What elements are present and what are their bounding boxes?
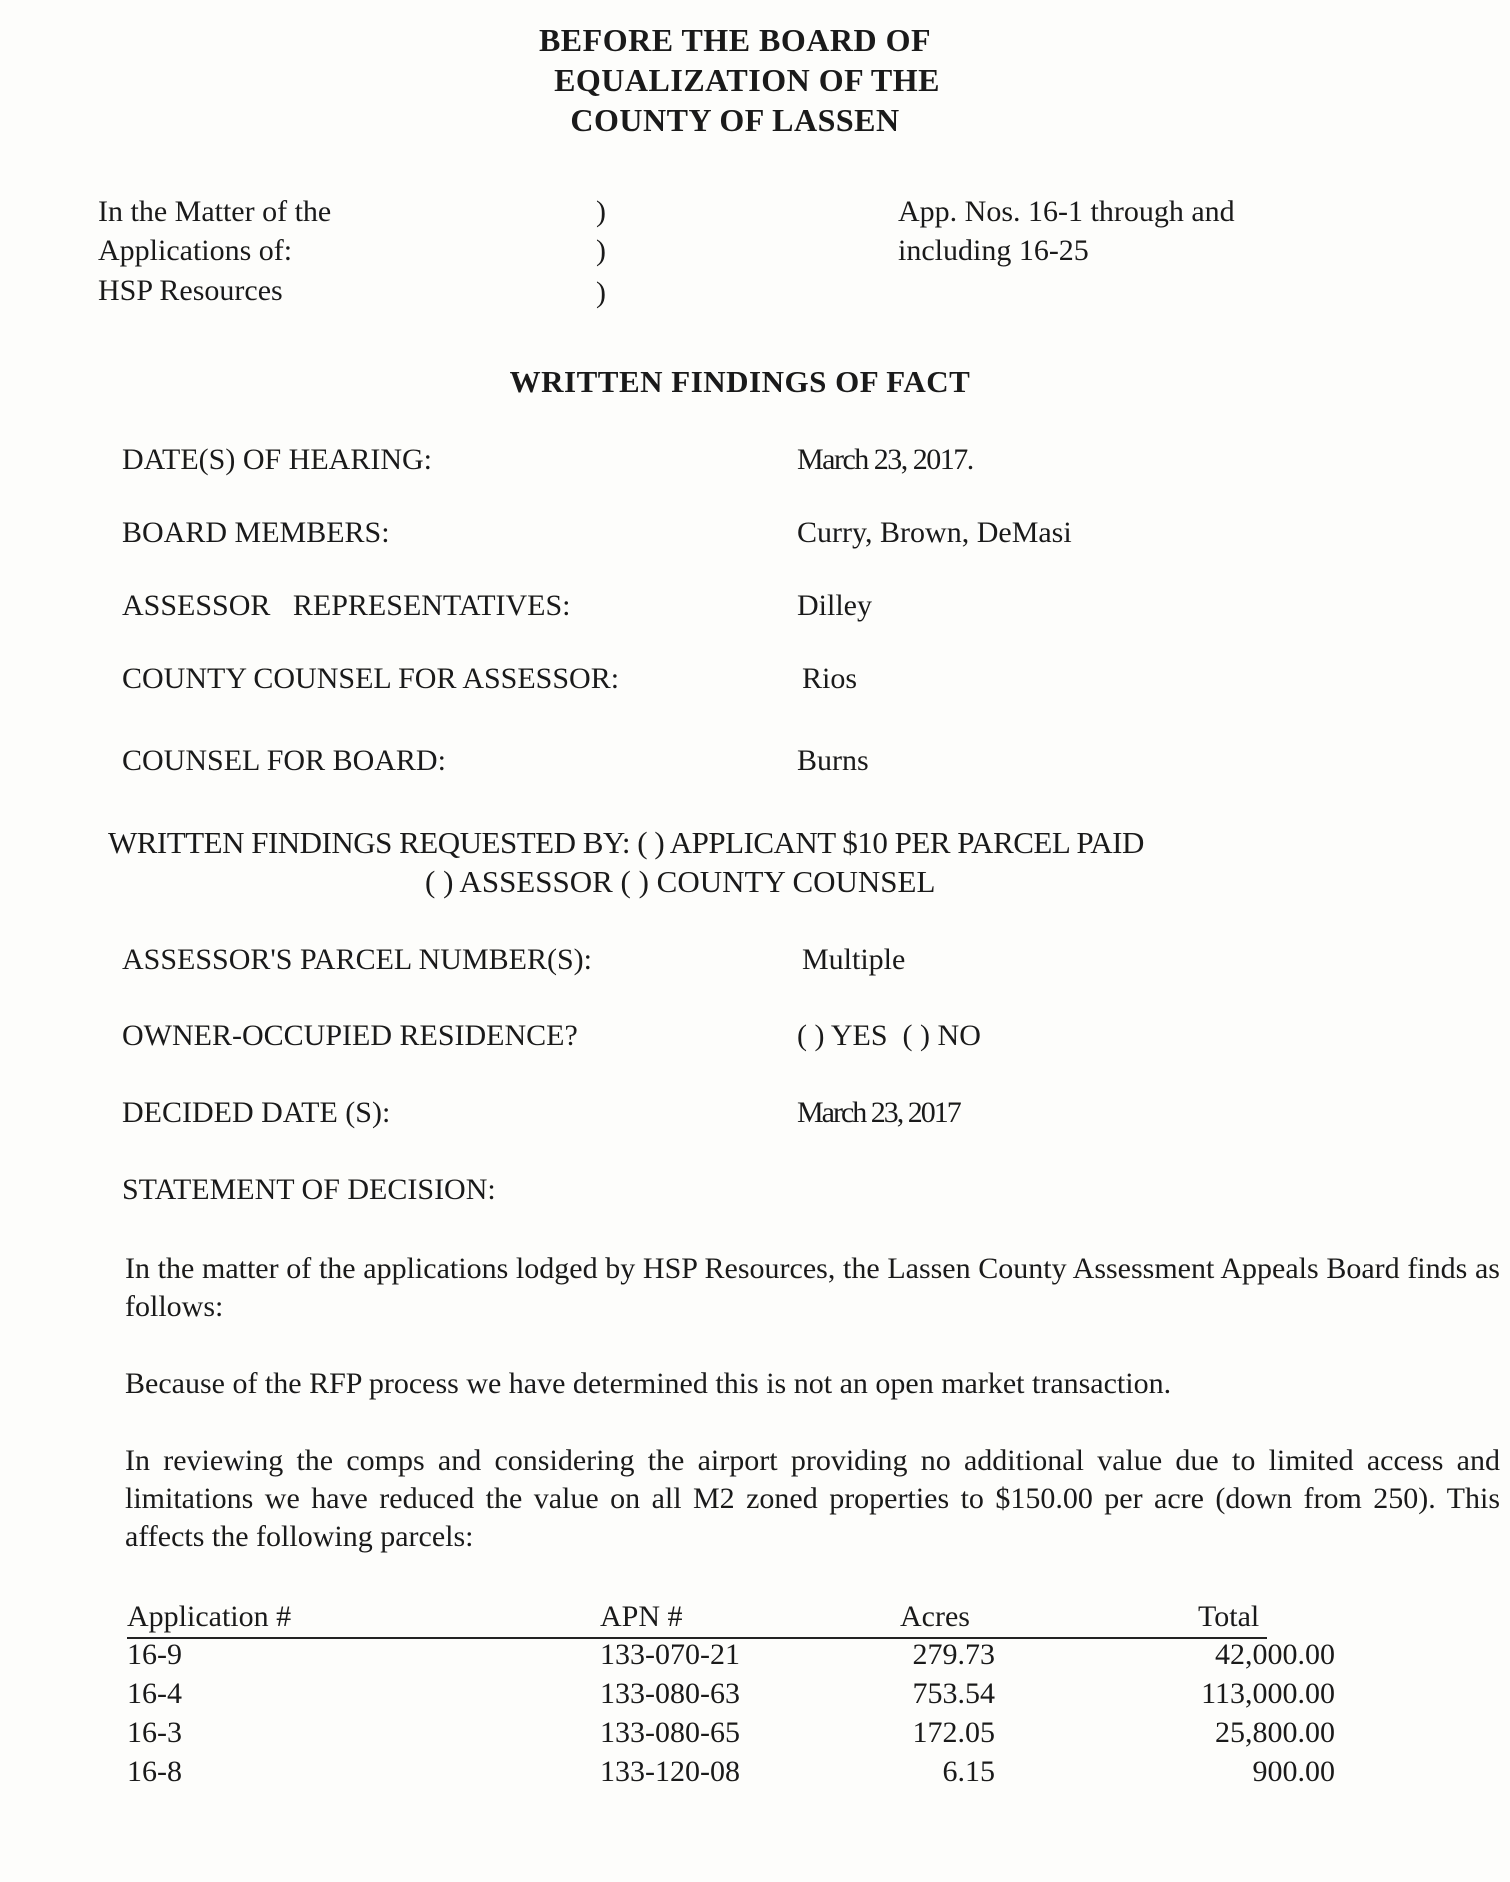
header-line-1: BEFORE THE BOARD OF xyxy=(538,22,932,58)
hearing-date-label: DATE(S) OF HEARING: xyxy=(122,443,432,476)
paragraph-3: In reviewing the comps and considering the airport providing no additional value due to limited access and limitations we have reduced the value on all M2 zoned properties to $150.00 per acre (down from 250). This affects the following parcels: xyxy=(125,1444,1500,1553)
decided-date-value: March 23, 2017 xyxy=(797,1096,960,1129)
findings-requested-line-1: WRITTEN FINDINGS REQUESTED BY: ( ) APPLICANT $10 PER PARCEL PAID xyxy=(108,825,1144,860)
row-acres: 279.73 xyxy=(912,1638,995,1671)
parcel-numbers-value: Multiple xyxy=(802,943,906,976)
table-header-application: Application # xyxy=(127,1600,292,1633)
caption-paren-3: ) xyxy=(596,276,606,309)
row-application: 16-4 xyxy=(127,1677,182,1710)
findings-requested-line-2: ( ) ASSESSOR ( ) COUNTY COUNSEL xyxy=(425,864,936,899)
table-header-total: Total xyxy=(1198,1600,1260,1633)
board-members-label: BOARD MEMBERS: xyxy=(122,516,390,549)
board-members-value: Curry, Brown, DeMasi xyxy=(797,516,1072,549)
row-acres: 6.15 xyxy=(942,1755,995,1788)
row-acres: 172.05 xyxy=(912,1716,995,1749)
row-apn: 133-070-21 xyxy=(600,1638,740,1671)
caption-left-line-2: Applications of: xyxy=(98,234,293,267)
row-application: 16-9 xyxy=(127,1638,182,1671)
parcel-numbers-label: ASSESSOR'S PARCEL NUMBER(S): xyxy=(122,943,592,976)
county-counsel-value: Rios xyxy=(802,662,858,695)
row-apn: 133-120-08 xyxy=(600,1755,740,1788)
row-apn: 133-080-65 xyxy=(600,1716,740,1749)
table-header-acres: Acres xyxy=(900,1600,970,1633)
caption-paren-2: ) xyxy=(596,234,606,267)
board-counsel-label: COUNSEL FOR BOARD: xyxy=(122,744,446,777)
caption-paren-1: ) xyxy=(596,195,606,228)
row-application: 16-8 xyxy=(127,1755,182,1788)
row-application: 16-3 xyxy=(127,1716,182,1749)
paragraph-2: Because of the RFP process we have determined this is not an open market transaction. xyxy=(125,1367,1172,1400)
owner-occupied-value: ( ) YES ( ) NO xyxy=(797,1019,981,1052)
assessor-representatives-value: Dilley xyxy=(797,589,872,622)
hearing-date-value: March 23, 2017. xyxy=(797,443,973,476)
caption-right-line-1: App. Nos. 16-1 through and xyxy=(898,195,1235,228)
caption-left-line-1: In the Matter of the xyxy=(98,195,332,228)
county-counsel-label: COUNTY COUNSEL FOR ASSESSOR: xyxy=(122,662,620,695)
row-total: 42,000.00 xyxy=(1215,1638,1335,1671)
board-counsel-value: Burns xyxy=(797,744,869,777)
paragraph-1: In the matter of the applications lodged by HSP Resources, the Lassen County Assessment Appeals Board finds as follows: xyxy=(125,1252,1500,1323)
row-apn: 133-080-63 xyxy=(600,1677,740,1710)
header-line-3: COUNTY OF LASSEN xyxy=(570,102,900,138)
owner-occupied-label: OWNER-OCCUPIED RESIDENCE? xyxy=(122,1019,578,1052)
statement-of-decision-label: STATEMENT OF DECISION: xyxy=(122,1173,496,1206)
assessor-representatives-label: ASSESSOR REPRESENTATIVES: xyxy=(122,589,571,622)
caption-left-line-3: HSP Resources xyxy=(98,274,283,307)
header-line-2: EQUALIZATION OF THE xyxy=(554,62,940,98)
row-acres: 753.54 xyxy=(912,1677,995,1710)
table-header-apn: APN # xyxy=(600,1600,683,1633)
caption-right-line-2: including 16-25 xyxy=(898,234,1089,267)
row-total: 900.00 xyxy=(1252,1755,1335,1788)
row-total: 113,000.00 xyxy=(1201,1677,1335,1710)
section-title: WRITTEN FINDINGS OF FACT xyxy=(509,364,971,399)
decided-date-label: DECIDED DATE (S): xyxy=(122,1096,391,1129)
row-total: 25,800.00 xyxy=(1215,1716,1335,1749)
